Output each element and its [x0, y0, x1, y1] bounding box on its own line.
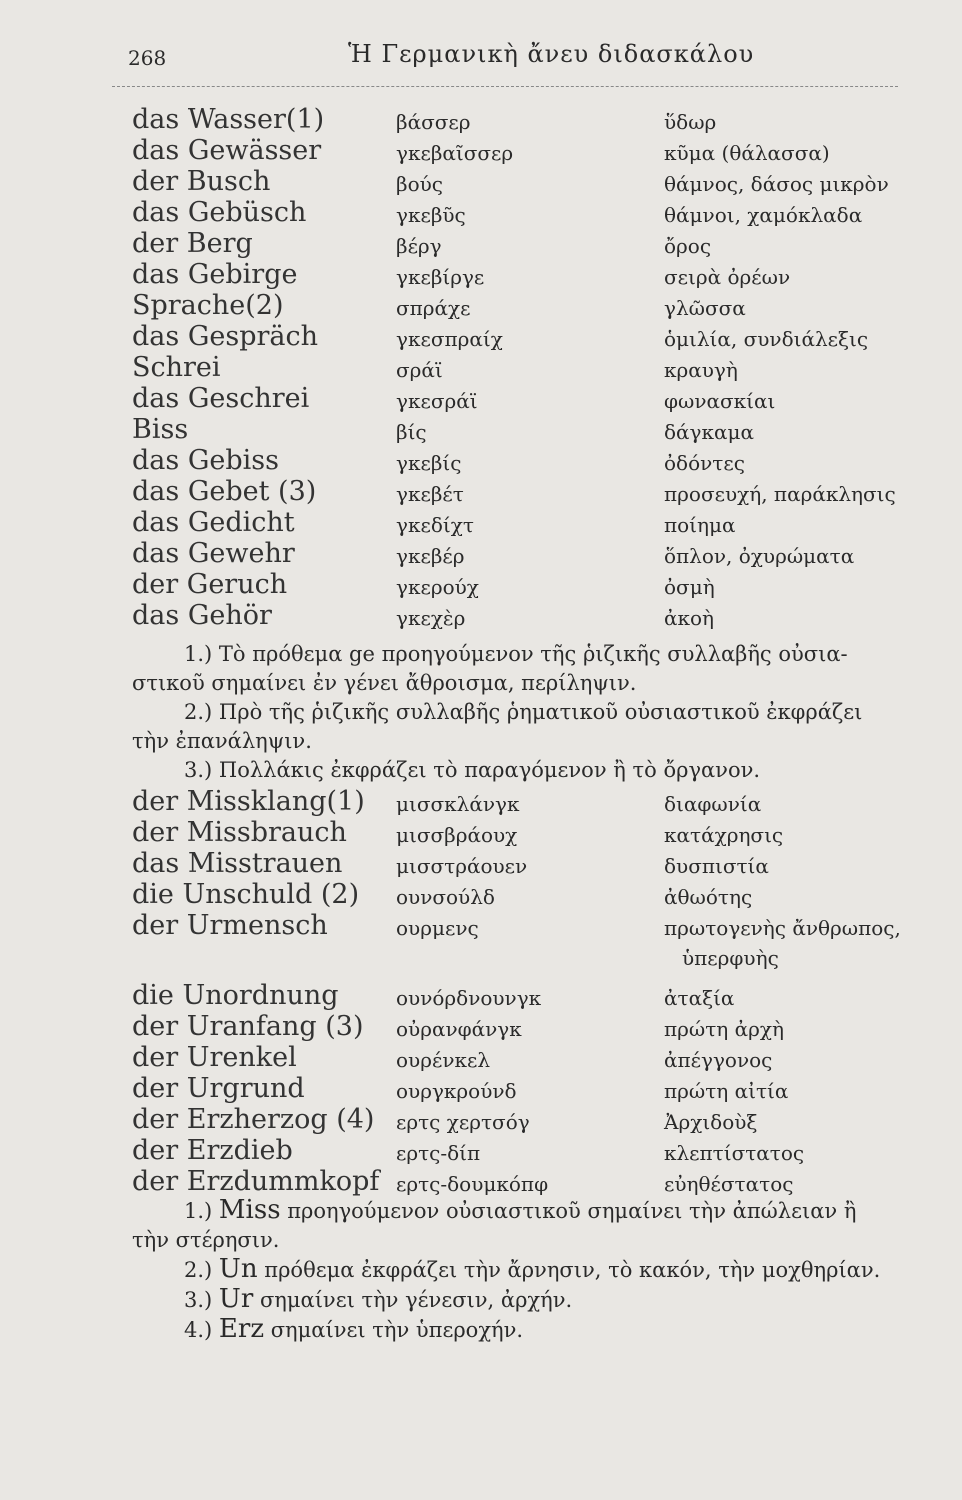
footnote-text: σημαίνει τὴν γένεσιν, ἀρχήν. — [259, 1288, 573, 1312]
german-word: der Uranfang (3) — [132, 1011, 364, 1042]
transliteration: βούς — [396, 172, 443, 196]
greek-translation: ποίημα — [664, 513, 736, 537]
greek-translation: προσευχή, παράκλησις — [664, 482, 896, 506]
vocab-entry — [0, 1042, 962, 1073]
vocab-entry — [0, 476, 962, 507]
footnote-number: 4.) — [184, 1318, 213, 1342]
transliteration: ουργκρούνδ — [396, 1079, 517, 1103]
footnote-line — [132, 1226, 932, 1255]
footnote-3: 3.) Πολλάκις ἐκφράζει τὸ παραγόμενον ἢ τὸ ὄργανον. — [184, 758, 761, 782]
german-word: das Gebüsch — [132, 197, 307, 228]
transliteration: γκεσράϊ — [396, 389, 478, 413]
german-word: Biss — [132, 414, 189, 445]
transliteration: ερτς-δίπ — [396, 1141, 481, 1165]
transliteration: ερτς χερτσόγ — [396, 1110, 530, 1134]
vocab-entry — [0, 166, 962, 197]
transliteration: οὐρανφάνγκ — [396, 1017, 522, 1041]
greek-translation: δάγκαμα — [664, 420, 755, 444]
german-word: das Gedicht — [132, 507, 295, 538]
vocab-entry — [0, 383, 962, 414]
greek-translation: ἀθωότης — [664, 885, 753, 909]
vocab-entry — [0, 414, 962, 445]
vocabulary-list-ge-prefix — [0, 104, 962, 631]
greek-translation: δυσπιστία — [664, 854, 769, 878]
vocab-entry — [0, 910, 962, 941]
greek-translation: κατάχρησις — [664, 823, 784, 847]
transliteration: βίς — [396, 420, 427, 444]
transliteration: ουρμενς — [396, 916, 479, 940]
german-word: das Geschrei — [132, 383, 310, 414]
greek-translation: ὁμιλία, συνδιάλεξις — [664, 327, 869, 351]
greek-translation: Ἀρχιδοὺξ — [664, 1110, 758, 1134]
greek-translation: κραυγὴ — [664, 358, 738, 382]
greek-translation: ὀσμὴ — [664, 575, 715, 599]
vocab-entry — [0, 569, 962, 600]
greek-translation: γλῶσσα — [664, 296, 746, 320]
transliteration: σράϊ — [396, 358, 443, 382]
german-word: der Busch — [132, 166, 271, 197]
greek-translation: ὀδόντες — [664, 451, 745, 475]
vocab-entry — [0, 538, 962, 569]
vocab-entry — [0, 817, 962, 848]
vocab-entry — [0, 507, 962, 538]
transliteration: ερτς-δουμκόπφ — [396, 1172, 549, 1196]
german-word: das Gewehr — [132, 538, 295, 569]
footnote-text: σημαίνει τὴν ὑπεροχήν. — [270, 1318, 524, 1342]
prefix-term: Erz — [218, 1314, 265, 1344]
vocab-entry — [0, 290, 962, 321]
transliteration: γκεσπραίχ — [396, 327, 503, 351]
footnote-1-line-2: στικοῦ σημαίνει ἐν γένει ἄθροισμα, περίληψιν. — [132, 671, 637, 695]
page-number: 268 — [128, 46, 167, 70]
transliteration: βέργ — [396, 234, 442, 258]
transliteration: μισσβράουχ — [396, 823, 518, 847]
vocab-entry — [0, 1135, 962, 1166]
greek-translation: κῦμα (θάλασσα) — [664, 141, 830, 165]
transliteration: ουνσούλδ — [396, 885, 495, 909]
greek-translation: σειρὰ ὀρέων — [664, 265, 791, 289]
greek-translation: εὐηθέστατος — [664, 1172, 794, 1196]
transliteration: ουρένκελ — [396, 1048, 491, 1072]
footnote-2-line-1: 2.) Πρὸ τῆς ῥιζικῆς συλλαβῆς ῥηματικοῦ οὐσιαστικοῦ ἐκφράζει — [184, 700, 863, 724]
prefix-term: Ur — [218, 1284, 254, 1314]
footnote-text: προηγούμενον οὐσιαστικοῦ σημαίνει τὴν ἀπώλειαν ἢ — [287, 1199, 857, 1223]
greek-translation: πρωτογενὴς ἄνθρωπος, — [664, 916, 901, 940]
footnote-text: πρόθεμα ἐκφράζει τὴν ἄρνησιν, τὸ κακόν, τὴν μοχθηρίαν. — [264, 1258, 881, 1282]
german-word: der Urgrund — [132, 1073, 305, 1104]
transliteration: γκερούχ — [396, 575, 479, 599]
german-word: der Geruch — [132, 569, 288, 600]
transliteration: γκεβῦς — [396, 203, 466, 227]
transliteration: μισστράουεν — [396, 854, 528, 878]
greek-translation: θάμνοι, χαμόκλαδα — [664, 203, 863, 227]
vocab-entry — [0, 1166, 962, 1197]
greek-translation: ἀπέγγονος — [664, 1048, 773, 1072]
footnote-number: 1.) — [184, 1199, 213, 1223]
transliteration: βάσσερ — [396, 110, 471, 134]
transliteration: σπράχε — [396, 296, 471, 320]
prefix-term: Miss — [218, 1195, 281, 1225]
transliteration: γκεβέτ — [396, 482, 464, 506]
german-word: das Gewässer — [132, 135, 322, 166]
greek-translation: θάμνος, δάσος μικρὸν — [664, 172, 889, 196]
greek-translation: φωνασκίαι — [664, 389, 776, 413]
transliteration: γκεβίς — [396, 451, 462, 475]
german-word: der Berg — [132, 228, 253, 259]
german-word: das Gebirge — [132, 259, 298, 290]
continuation-line: ὑπερφυὴς — [682, 946, 779, 970]
german-word: das Gespräch — [132, 321, 319, 352]
vocabulary-list-prefixes-b — [0, 980, 962, 1197]
page-header — [128, 38, 908, 78]
running-title: Ἡ Γερμανικὴ ἄνευ διδασκάλου — [348, 40, 755, 68]
german-word: der Missbrauch — [132, 817, 347, 848]
vocab-entry — [0, 1073, 962, 1104]
vocab-entry — [0, 786, 962, 817]
vocab-entry — [0, 879, 962, 910]
footnote-2-line-2: τὴν ἐπανάληψιν. — [132, 729, 312, 753]
german-word: der Urmensch — [132, 910, 328, 941]
greek-translation: ὅπλον, ὀχυρώματα — [664, 544, 855, 568]
transliteration: γκεβαῖσσερ — [396, 141, 514, 165]
german-word: der Missklang(1) — [132, 786, 365, 817]
greek-translation: πρώτη ἀρχὴ — [664, 1017, 784, 1041]
greek-translation: ἀκοὴ — [664, 606, 715, 630]
prefix-term: Un — [218, 1254, 258, 1284]
transliteration: ουνόρδνουνγκ — [396, 986, 542, 1010]
german-word: der Erzdummkopf — [132, 1166, 380, 1197]
german-word: der Urenkel — [132, 1042, 297, 1073]
footnotes-prefixes — [132, 1196, 932, 1345]
german-word: der Erzdieb — [132, 1135, 293, 1166]
vocab-entry — [0, 197, 962, 228]
footnote-text: τὴν στέρησιν. — [132, 1228, 280, 1252]
header-rule — [112, 86, 898, 87]
vocab-entry — [0, 1104, 962, 1135]
vocab-entry — [0, 848, 962, 879]
german-word: das Gebet (3) — [132, 476, 317, 507]
german-word: der Erzherzog (4) — [132, 1104, 375, 1135]
vocab-entry — [0, 1011, 962, 1042]
vocab-entry — [0, 445, 962, 476]
vocab-entry — [0, 321, 962, 352]
footnote-number: 3.) — [184, 1288, 213, 1312]
greek-translation: ὄρος — [664, 234, 712, 258]
footnote-line — [132, 1315, 932, 1345]
vocab-entry — [0, 259, 962, 290]
transliteration: γκεδίχτ — [396, 513, 474, 537]
german-word: die Unschuld (2) — [132, 879, 360, 910]
footnotes-ge-prefix — [132, 640, 932, 785]
vocab-entry — [0, 135, 962, 166]
german-word: das Gehör — [132, 600, 272, 631]
greek-translation: διαφωνία — [664, 792, 762, 816]
greek-translation: κλεπτίστατος — [664, 1141, 805, 1165]
footnote-number: 2.) — [184, 1258, 213, 1282]
footnote-line — [132, 1285, 932, 1315]
footnote-1-line-1: 1.) Τὸ πρόθεμα ge προηγούμενον τῆς ῥιζικῆς συλλαβῆς οὐσια- — [184, 642, 848, 666]
transliteration: μισσκλάνγκ — [396, 792, 520, 816]
vocab-entry — [0, 600, 962, 631]
german-word: das Misstrauen — [132, 848, 343, 879]
vocab-entry — [0, 104, 962, 135]
transliteration: γκεβέρ — [396, 544, 465, 568]
transliteration: γκεχὲρ — [396, 606, 466, 630]
vocab-entry — [0, 980, 962, 1011]
vocab-entry — [0, 228, 962, 259]
german-word: das Gebiss — [132, 445, 279, 476]
greek-translation: πρώτη αἰτία — [664, 1079, 789, 1103]
vocab-entry — [0, 352, 962, 383]
german-word: Schrei — [132, 352, 221, 383]
german-word: Sprache(2) — [132, 290, 284, 321]
greek-translation: ἀταξία — [664, 986, 735, 1010]
footnote-line — [132, 1196, 932, 1226]
vocabulary-list-prefixes — [0, 786, 962, 941]
footnote-line — [132, 1255, 932, 1285]
transliteration: γκεβίργε — [396, 265, 485, 289]
german-word: die Unordnung — [132, 980, 339, 1011]
greek-translation: ὕδωρ — [664, 110, 717, 134]
german-word: das Wasser(1) — [132, 104, 325, 135]
